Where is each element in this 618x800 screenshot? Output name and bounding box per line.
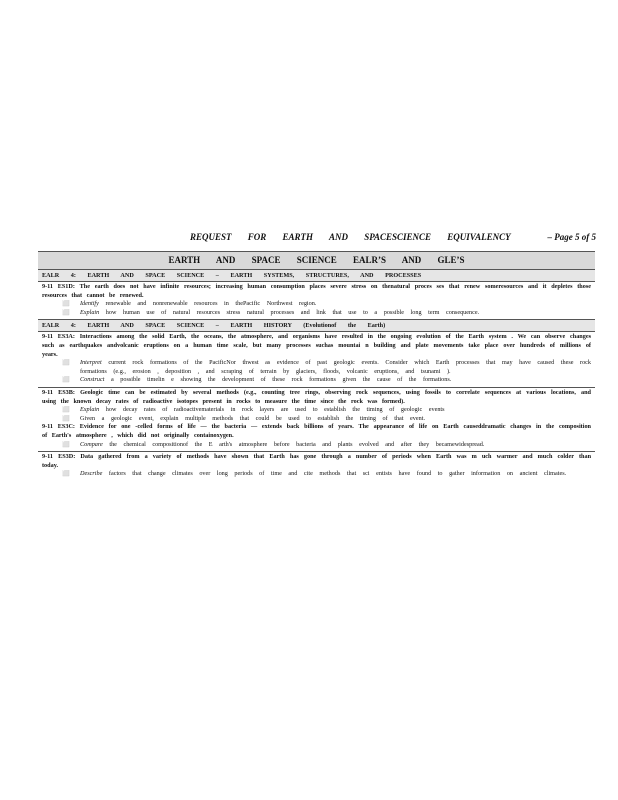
list-item-text: how decay rates of radioactivematerials in rock layers are used to establish the timing of geologic events xyxy=(105,406,445,414)
action-verb: Given xyxy=(80,414,96,422)
standard-code: 9-11 ES3C: xyxy=(42,423,75,431)
action-verb: Identify xyxy=(80,300,99,308)
bullet-icon: ⬜ xyxy=(62,470,70,478)
standard-es3d xyxy=(42,453,591,470)
standard-text: The earth does not have infinite resources; increasing human consumption places severe stress on thenatural proces ses that renew someresources and it depletes those resources that cannot be renewed. xyxy=(42,283,591,299)
standard-block-es3b xyxy=(38,388,595,452)
list-item-text: how human use of natural resources stress natural processes and link that use to a possible long term consequence. xyxy=(105,308,480,316)
bullet-icon: ⬜ xyxy=(62,440,70,448)
section-heading-earth-history: EALR 4: EARTH AND SPACE SCIENCE – EARTH HISTORY (Evolutionof the Earth) xyxy=(38,320,595,332)
list-item-text: renewable and nonrenewable resources in thePacific Northwest region. xyxy=(105,300,317,308)
standard-block-es1d xyxy=(38,282,595,320)
standard-text: Data gathered from a variety of methods have shown that Earth has gone through a number of periods when Earth was m uch warmer and much colder than today. xyxy=(42,453,592,469)
list-item-text: a geologic event, explain multiple methods that could be used to establish the timing of that event. xyxy=(101,414,425,422)
standard-es1d xyxy=(42,283,591,300)
list-item-text: a possible timelin e showing the development of these rock formations given the cause of the formations. xyxy=(110,376,452,384)
standard-es3c xyxy=(42,423,591,440)
action-verb: Compare xyxy=(80,440,103,448)
list-item xyxy=(42,309,591,318)
standard-text: Evidence for one -celled forms of life — the bacteria — extends back billions of years. The appearance of life on Earth causeddramatic changes in the composition of Earth's atmosphere , which did not originally containoxygen. xyxy=(42,423,591,439)
standard-text: Geologic time can be estimated by several methods (e.g., counting tree rings, observing rock sequences, using fossils to correlate sequences at various locations, and using the known decay rates of radioactive isotopes present in rocks to measure the time since the rock was formed). xyxy=(42,388,591,405)
standard-code: 9-11 ES3A: xyxy=(42,333,75,341)
bullet-icon: ⬜ xyxy=(62,359,70,367)
action-verb: Construct xyxy=(80,376,105,384)
list-item xyxy=(42,376,591,385)
document-header xyxy=(190,232,600,246)
standard-es3b xyxy=(42,389,591,406)
action-verb: Explain xyxy=(80,308,100,316)
list-item-text: current rock formations of the PacificNor thwest as evidence of past geologic events. Consider which Earth processes that may have caused these rock formations (e.g., erosion , deposition , and scraping of terrain by glaciers, floods, volcanic eruptions, and tsunami ). xyxy=(80,359,591,375)
bullet-icon: ⬜ xyxy=(62,300,70,308)
list-item-text: the chemical compositionof the E arth's atmosphere before bacteria and plants evolved and after they becamewidespread. xyxy=(109,440,485,448)
page-number: – Page 5 of 5 xyxy=(547,232,596,242)
list-item xyxy=(42,470,591,479)
section-heading-earth-systems: EALR 4: EARTH AND SPACE SCIENCE – EARTH SYSTEMS, STRUCTURES, AND PROCESSES xyxy=(38,270,595,282)
document-title: REQUEST FOR EARTH AND SPACESCIENCE EQUIVALENCY xyxy=(190,232,511,242)
standard-block-es3a xyxy=(38,332,595,388)
list-item-text: factors that change climates over long periods of time and cite methods that sci entists have found to gather information on ancient climates. xyxy=(108,470,567,478)
standard-es3a xyxy=(42,333,591,359)
list-item xyxy=(42,406,591,415)
list-item xyxy=(42,415,591,424)
standard-code: 9-11 ES1D: xyxy=(42,283,75,290)
list-item xyxy=(42,359,591,376)
bullet-icon: ⬜ xyxy=(62,414,70,422)
standard-code: 9-11 ES3B: xyxy=(42,388,75,396)
standards-table xyxy=(38,251,595,481)
list-item xyxy=(42,441,591,450)
standard-text: Interactions among the solid Earth, the oceans, the atmosphere, and organisms have resulted in the ongoing evolution of the Earth system . We can observe changes such as earthquakes andvolcanic eruptions on a human time scale, but many processes suchas mountai n building and plate movements take place over hundreds of millions of years. xyxy=(42,333,591,358)
action-verb: Interpret xyxy=(80,359,102,367)
bullet-icon: ⬜ xyxy=(62,376,70,384)
list-item xyxy=(42,300,591,309)
bullet-icon: ⬜ xyxy=(62,308,70,316)
table-banner: EARTH AND SPACE SCIENCE EALR’S AND GLE’S xyxy=(38,252,595,270)
bullet-icon: ⬜ xyxy=(62,406,70,414)
standard-code: 9-11 ES3D: xyxy=(42,453,76,461)
standard-block-es3d xyxy=(38,452,595,481)
action-verb: Describe xyxy=(80,470,103,478)
action-verb: Explain xyxy=(80,406,100,414)
